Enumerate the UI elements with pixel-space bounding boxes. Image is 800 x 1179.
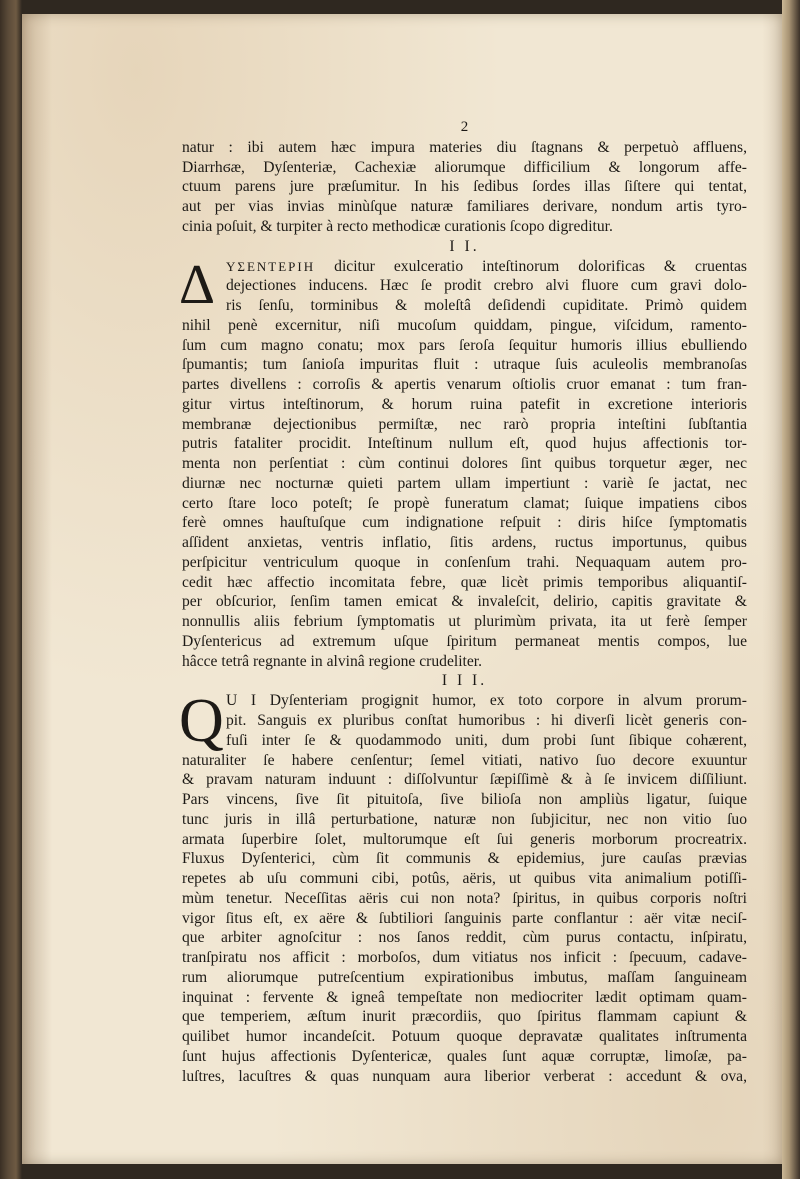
text-line: pit. Sanguis ex pluribus conſtat humoribus : hi diverſi licèt generis con- [226, 712, 747, 729]
text-line: hâcce tetrâ regnante in alvinâ regione crudeliter. [182, 652, 483, 670]
text-line: partes divellens : corroſis & apertis venarum oſtiolis cruor emanat : tum fran- [182, 376, 747, 393]
text-line: ferè omnes hauſtuſque cum indignatione reſpuit : diris hiſce ſymptomatis [182, 514, 747, 532]
text-line: perſpicitur ventriculum quoque in conſenſum trahi. Nequaquam autem pro- [182, 553, 747, 571]
text-line: ſum cum magno conatu; mox pars ſeroſa ſequitur humoris illius ebulliendo [182, 336, 747, 354]
text-line: Diarrhϭæ, Dyſenteriæ, Cachexiæ aliorumque difficilium & longorum affe- [182, 158, 747, 176]
text-line: diurnæ nec nocturnæ quieti partem ullam impertiunt : variè ſe jactat, nec [182, 474, 747, 492]
text-line: tunc juris in illâ perturbatione, naturæ non ſubjicitur, nec non vitio ſuo [182, 810, 747, 828]
section-3-body [182, 751, 747, 1087]
text-line: vigor ſitus eſt, ex aëre & ſubtiliori ſanguinis parte conflantur : aër vitæ neciſ- [182, 909, 747, 927]
section-2-indented-lines [182, 276, 747, 316]
text-line: que arbiter agnoſcitur : nos ſanos reddit, cùm purus contactu, inſpiratu, [182, 929, 747, 947]
text-line: ris ſenſu, torminibus & moleſtâ deſidendi cupiditate. Primò quidem [226, 297, 747, 314]
section-2 [179, 253, 747, 672]
text-line: gitur virtus inteſtinorum, & horum ruina patefit in excretione interioris [182, 395, 747, 413]
book-page [22, 14, 782, 1164]
text-line: luſtres, lacuſtres & quas nunquam aura liberior verberat : accedunt & ova, [182, 1067, 747, 1085]
intro-paragraph [182, 138, 747, 237]
text-line: putris fataliter procidit. Inteſtinum nullum eſt, quod hujus affectionis tor- [182, 435, 747, 453]
text-line: certo ſtare loco poteſt; ſe propè funeratum clamat; ſuique impatiens cibos [182, 494, 747, 512]
text-line: per obſcurior, ſenſim tamen emicat & invaleſcit, delirio, capitis gravitate & [182, 593, 747, 611]
section-2-first-line: ΥΣΕΝΤΕΡΙΗ dicitur exulceratio inteſtinorum dolorificas & cruentas [226, 257, 747, 275]
text-line: ctuum parens jure præſumitur. In his ſedibus ſordes illas ſiſtere qui tentat, [182, 178, 747, 196]
text-line: quilibet humor incandeſcit. Potuum quoque depravatæ qualitates inſtrumenta [182, 1028, 747, 1045]
text-line: aſſident anxietas, ventris inflatio, ſitis ardens, ructus importunus, quibus [182, 534, 747, 551]
page-number: 2 [460, 119, 469, 135]
section-3-first-line: U I Dyſenteriam progignit humor, ex toto corpore in alvum prorum- [226, 692, 747, 710]
text-line: menta non perſentiat : cùm continui dolores ſint quibus torquetur æger, nec [182, 455, 747, 472]
text-line: nonnullis aliis febrium ſymptomatis ut plurimùm privata, ita ut ferè ſemper [182, 613, 747, 630]
text-line: ſpumantis; tum ſanioſa impuritas fluit : utraque ſuis aculeolis membranoſas [182, 356, 747, 374]
text-line: dejectiones inducens. Hæc ſe prodit crebro alvi fluore cum gravi dolo- [226, 277, 747, 295]
drop-cap-q: Q [179, 687, 224, 756]
section-numeral-3: I I I. [441, 672, 488, 690]
text-line: fuſi inter ſe & quodammodo uniti, dum probi ſunt ſibique cohærent, [226, 731, 747, 749]
text-line: repetes ab uſu communi cibi, potûs, aëris, ut quibus vita animalium potiſſi- [182, 870, 747, 887]
text-line: & pravam naturam induunt : diſſolvuntur ſæpiſſimè & à ſe invicem diſſiliunt. [182, 771, 747, 789]
text-line: Fluxus Dyſenterici, cùm ſit communis & epidemius, jure cauſas prævias [182, 850, 747, 868]
section-3-indented-lines [182, 711, 747, 751]
text-line: naturaliter ſe habere cenſentur; ſemel vitiati, nativo ſuo decore exuuntur [182, 751, 747, 769]
page-text [179, 118, 747, 1086]
text-line: natur : ibi autem hæc impura materies diu ſtagnans & perpetuò affluens, [182, 138, 747, 156]
text-line: nihil penè excernitur, niſi mucoſum quiddam, pingue, viſcidum, ramento- [182, 316, 747, 334]
text-line: inquinat : fervente & igneâ tempeſtate non mediocriter lædit optimam quam- [182, 988, 747, 1006]
section-2-body [182, 316, 747, 672]
text-line: cedit hæc affectio incomitata febre, quæ licèt primis temporibus aliquantiſ- [182, 573, 747, 591]
text-line: tranſpiratu nos afficit : morboſos, dum vitiatus nos inficit : ſpecuum, cadave- [182, 949, 747, 966]
section-numeral-2: I I. [449, 237, 480, 255]
text-line: ſunt hujus affectionis Dyſentericæ, quales ſunt aquæ corruptæ, limoſæ, pa- [182, 1047, 747, 1065]
text-line: mùm tenetur. Neceſſitas aëris cui non nota? ſpiritus, in quibus corporis noſtri [182, 889, 747, 907]
section-3 [179, 687, 747, 1086]
text-line: Pars vincens, ſive ſit pituitoſa, ſive bilioſa non ampliùs ligatur, ſuique [182, 791, 747, 808]
text-line: armata ſuperbire ſolet, multorumque eſt ſui generis morborum procreatrix. [182, 830, 747, 848]
page-edge [782, 0, 800, 1179]
text-line: membranæ dejectionibus permiſtæ, nec rarò propria inteſtini ſubſtantia [182, 415, 747, 433]
text-line: aut per vias invias minùſque naturæ familiares derivare, nondum artis tyro- [182, 198, 747, 215]
text-line: que temperiem, æſtum inurit præcordiis, quo ſpiritus flammam capiunt & [182, 1008, 747, 1026]
text-line: Dyſentericus ad extremum uſque ſpiritum permaneat mentis compos, lue [182, 632, 747, 650]
text-line: rum aliorumque putreſcentium expirationibus imbutus, maſſam ſanguineam [182, 968, 747, 986]
drop-cap-delta: Δ [179, 253, 216, 316]
text-line: cinia poſuit, & turpiter à recto methodicæ curationis ſcopo digreditur. [182, 217, 613, 235]
greek-heading-word: ΥΣΕΝΤΕΡΙΗ [226, 258, 316, 274]
